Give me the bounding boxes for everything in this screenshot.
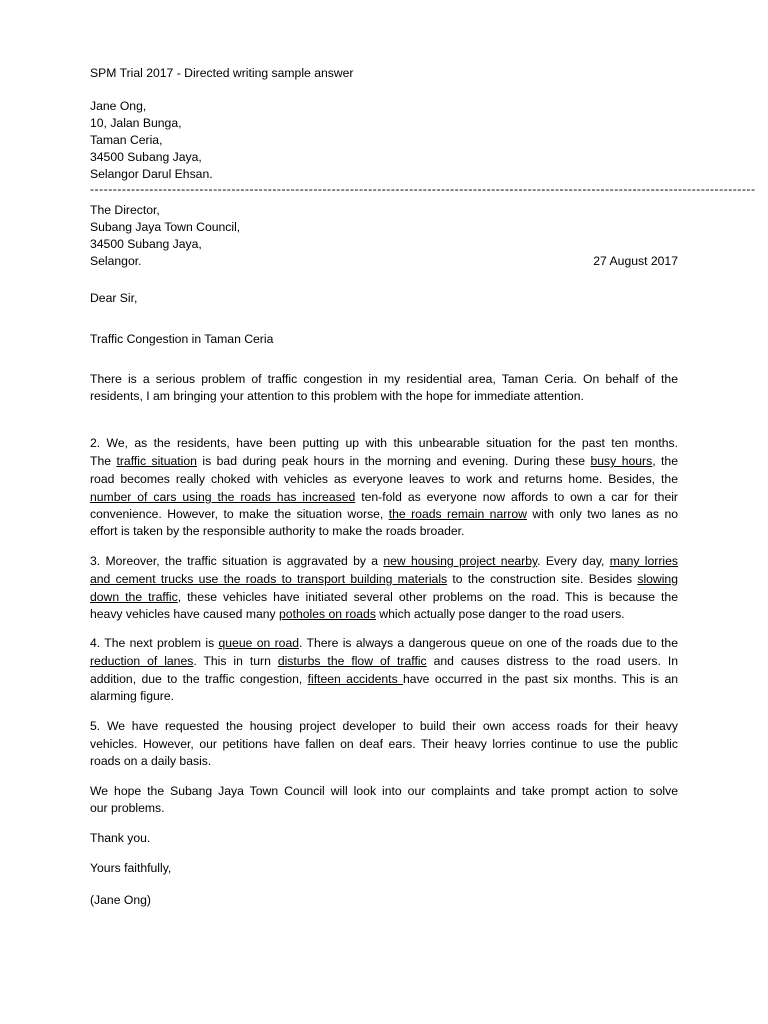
underlined-phrase: busy hours bbox=[590, 454, 653, 468]
separator-line: -------------------------------------------------------------------------------------------------------------------------------------------------- bbox=[90, 182, 756, 196]
signature-name: (Jane Ong) bbox=[90, 893, 151, 907]
letter-subject: Traffic Congestion in Taman Ceria bbox=[90, 332, 274, 346]
salutation: Dear Sir, bbox=[90, 291, 138, 305]
letter-date: 27 August 2017 bbox=[593, 254, 678, 268]
recipient-address-line: Subang Jaya Town Council, bbox=[90, 220, 241, 234]
underlined-phrase: fifteen accidents bbox=[307, 672, 404, 686]
paragraph-3-line: 3. Moreover, the traffic situation is aggravated by a new housing project nearby. Every day, many lorries bbox=[90, 554, 678, 568]
paragraph-5-line: roads on a daily basis. bbox=[90, 754, 212, 768]
page-heading: SPM Trial 2017 - Directed writing sample answer bbox=[90, 66, 354, 80]
paragraph-4-line: addition, due to the traffic congestion, fifteen accidents have occurred in the past six months. This is an bbox=[90, 672, 679, 686]
paragraph-2-line: road becomes really choked with vehicles as everyone leaves to work and returns home. Besides, the bbox=[90, 472, 678, 486]
paragraph-2-line: effort is taken by the responsible authority to make the roads broader. bbox=[90, 524, 465, 538]
paragraph-5-line: vehicles. However, our petitions have fallen on deaf ears. Their heavy lorries continue to use the public bbox=[90, 737, 678, 751]
paragraph-6-line: our problems. bbox=[90, 801, 165, 815]
paragraph-4-line: 4. The next problem is queue on road. There is always a dangerous queue on one of the roads due to the bbox=[90, 636, 678, 650]
paragraph-1-line: There is a serious problem of traffic congestion in my residential area, Taman Ceria. On behalf of the bbox=[90, 372, 678, 386]
underlined-phrase: the roads remain narrow bbox=[388, 507, 527, 521]
underlined-phrase: many lorries bbox=[609, 554, 678, 568]
paragraph-4-line: reduction of lanes. This in turn disturbs the flow of traffic and causes distress to the road users. In bbox=[90, 654, 678, 668]
recipient-title: The Director, bbox=[90, 203, 160, 217]
closing-line: Yours faithfully, bbox=[90, 861, 172, 875]
sender-address-line: 34500 Subang Jaya, bbox=[90, 150, 202, 164]
sender-name: Jane Ong, bbox=[90, 99, 147, 113]
underlined-phrase: number of cars using the roads has increased bbox=[90, 490, 356, 504]
sender-address-line: Selangor Darul Ehsan. bbox=[90, 167, 213, 181]
paragraph-5-line: 5. We have requested the housing project developer to build their own access roads for their heavy bbox=[90, 719, 678, 733]
underlined-phrase: disturbs the flow of traffic bbox=[277, 654, 427, 668]
paragraph-2-line: 2. We, as the residents, have been putting up with this unbearable situation for the past ten months. bbox=[90, 436, 678, 450]
paragraph-2-line: convenience. However, to make the situation worse, the roads remain narrow with only two lanes as no bbox=[90, 507, 678, 521]
underlined-phrase: queue on road bbox=[218, 636, 300, 650]
underlined-phrase: potholes on roads bbox=[279, 607, 376, 621]
paragraph-1-line: residents, I am bringing your attention to this problem with the hope for immediate attention. bbox=[90, 389, 584, 403]
paragraph-6-line: We hope the Subang Jaya Town Council will look into our complaints and take prompt action to solve bbox=[90, 784, 678, 798]
paragraph-3-line: down the traffic, these vehicles have initiated several other problems on the road. This is because the bbox=[90, 590, 678, 604]
underlined-phrase: down the traffic bbox=[90, 590, 178, 604]
underlined-phrase: traffic situation bbox=[116, 454, 197, 468]
paragraph-3-line: and cement trucks use the roads to transport building materials to the construction site. Besides slowing bbox=[90, 572, 678, 586]
underlined-phrase: new housing project nearby bbox=[383, 554, 538, 568]
sender-address-line: Taman Ceria, bbox=[90, 133, 163, 147]
thanks-line: Thank you. bbox=[90, 831, 151, 845]
underlined-phrase: and cement trucks use the roads to transport building materials bbox=[90, 572, 448, 586]
underlined-phrase: reduction of lanes bbox=[90, 654, 194, 668]
recipient-address-line: 34500 Subang Jaya, bbox=[90, 237, 202, 251]
paragraph-2-line: number of cars using the roads has increased ten-fold as everyone now affords to own a car for their bbox=[90, 490, 678, 504]
underlined-phrase: slowing bbox=[637, 572, 678, 586]
paragraph-3-line: heavy vehicles have caused many potholes on roads which actually pose danger to the road users. bbox=[90, 607, 625, 621]
sender-address-line: 10, Jalan Bunga, bbox=[90, 116, 182, 130]
paragraph-2-line: The traffic situation is bad during peak hours in the morning and evening. During these busy hours, the bbox=[90, 454, 678, 468]
recipient-address-line: Selangor. bbox=[90, 254, 142, 268]
paragraph-4-line: alarming figure. bbox=[90, 689, 174, 703]
